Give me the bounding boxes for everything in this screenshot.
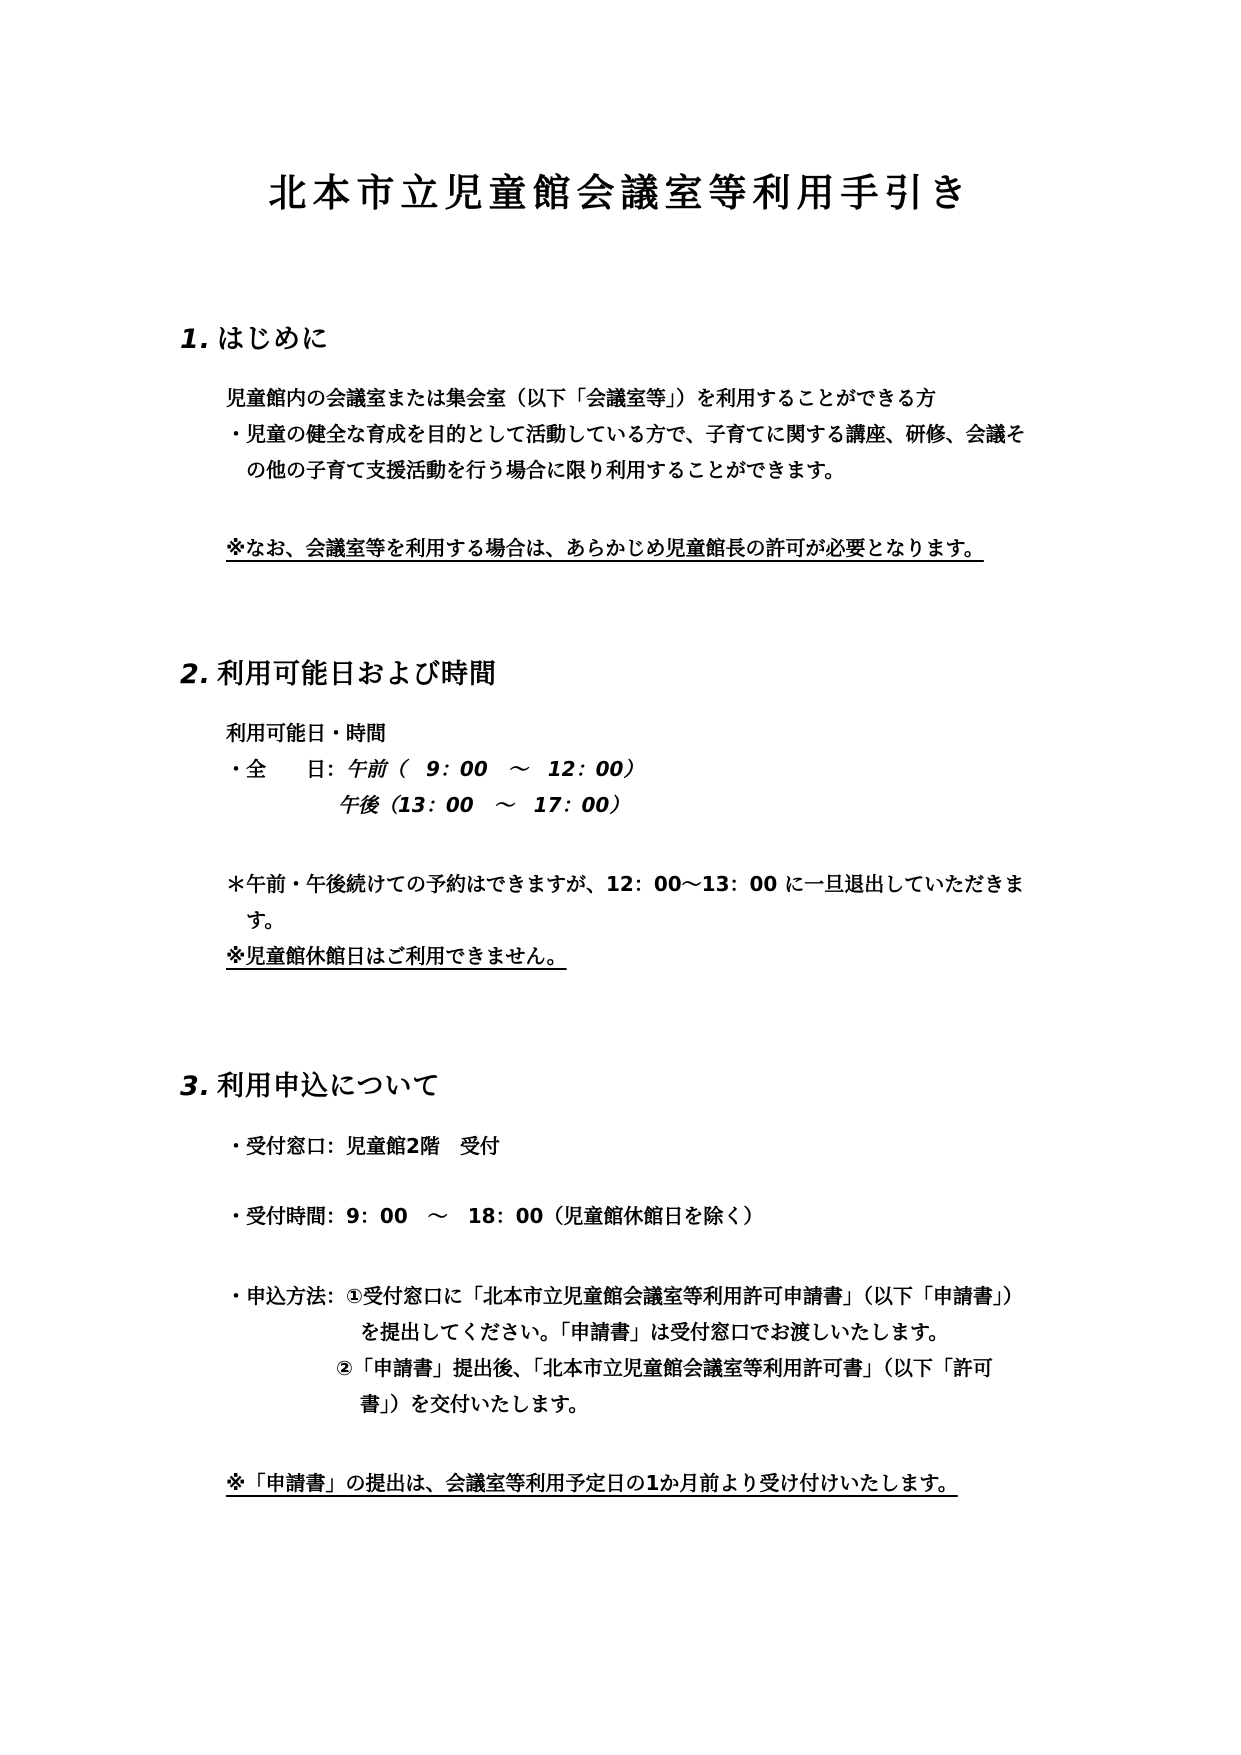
section-2-note: ※児童館休館日はご利用できません。 xyxy=(226,944,567,968)
section-1-line-1: 児童館内の会議室または集会室（以下「会議室等」）を利用することができる方 xyxy=(226,386,936,410)
document-title: 北本市立児童館会議室等利用手引き xyxy=(268,171,973,215)
section-3-title: 利用申込について xyxy=(217,1071,441,1102)
section-3-note: ※「申請書」の提出は、会議室等利用予定日の1か月前より受け付けいたします。 xyxy=(226,1471,958,1495)
section-2-heading xyxy=(180,655,497,695)
section-2-remark-2: す。 xyxy=(246,908,285,932)
section-3-hours: ・受付時間：9：00 ～ 18：00（児童館休館日を除く） xyxy=(226,1204,764,1228)
section-2-number: 2. xyxy=(180,659,212,690)
section-3-method-4: 書」）を交付いたします。 xyxy=(360,1392,589,1416)
section-1-title: はじめに xyxy=(217,324,330,355)
section-2-remark-1: ＊午前・午後続けての予約はできますが、12：00～13：00 に一旦退出していただきま xyxy=(226,872,1025,896)
schedule-row-am xyxy=(226,753,643,785)
section-1-note: ※なお、会議室等を利用する場合は、あらかじめ児童館長の許可が必要となります。 xyxy=(226,536,984,560)
schedule-am: 午前（ 9：00 ～ 12：00） xyxy=(346,757,644,781)
section-3-method-3: ②「申請書」提出後、「北本市立児童館会議室等利用許可書」（以下「許可 xyxy=(336,1356,993,1380)
schedule-label: ・全 日： xyxy=(226,757,346,781)
section-1-line-3: の他の子育て支援活動を行う場合に限り利用することができます。 xyxy=(246,458,845,482)
section-2-title: 利用可能日および時間 xyxy=(217,659,498,690)
section-3-method-2: を提出してください。「申請書」は受付窓口でお渡しいたします。 xyxy=(360,1320,949,1344)
section-1-heading xyxy=(180,320,329,360)
section-3-heading xyxy=(180,1067,441,1107)
section-3-reception: ・受付窓口：児童館2階 受付 xyxy=(226,1134,500,1158)
section-3-number: 3. xyxy=(180,1071,212,1102)
section-2-subheading: 利用可能日・時間 xyxy=(226,721,386,745)
section-1-number: 1. xyxy=(180,324,212,355)
section-1-line-2: ・児童の健全な育成を目的として活動している方で、子育てに関する講座、研修、会議そ xyxy=(226,422,1026,446)
section-3-method-1: ・申込方法：①受付窓口に「北本市立児童館会議室等利用許可申請書」（以下「申請書」） xyxy=(226,1284,1023,1308)
schedule-pm: 午後（13：00 ～ 17：00） xyxy=(338,793,630,817)
